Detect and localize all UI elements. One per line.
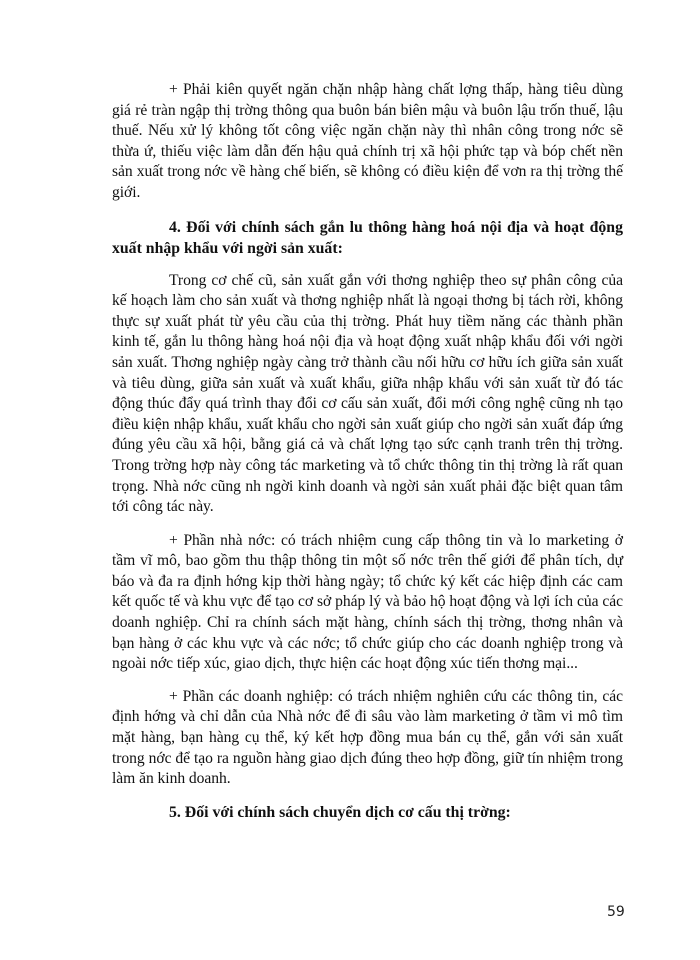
paragraph-trade-production-link: Trong cơ chế cũ, sản xuất gắn với thơng nghiệp theo sự phân công của kế hoạch làm cho sản xuất và thơng nghiệp nhất là ngoại thơng bị tách rời, không thực sự xuất phát từ yêu cầu của thị trờng. Phát huy tiềm năng các thành phần kinh tế, gắn lu thông hàng hoá nội địa và hoạt động xuất nhập khẩu đối với ngời sản xuất. Thơng nghiệp ngày càng trở thành cầu nối hữu cơ hữu ích giữa sản xuất và tiêu dùng, giữa sản xuất và xuất khẩu, giữa nhập khẩu với sản xuất từ đó tác động thúc đẩy quá trình thay đổi cơ cấu sản xuất, đổi mới công nghệ cũng nh tạo điều kiện nhập khẩu, xuất khẩu cho ngời sản xuất giúp cho ngời sản xuất đáp ứng đúng yêu cầu xã hội, bằng giá cả và chất lợng tạo sức cạnh tranh trên thị trờng. Trong trờng hợp này công tác marketing và tổ chức thông tin thị trờng là rất quan trọng. Nhà nớc cũng nh ngời kinh doanh và ngời sản xuất phải đặc biệt quan tâm tới công tác này. (112, 271, 623, 516)
paragraph-business-role: + Phần các doanh nghiệp: có trách nhiệm nghiên cứu các thông tin, các định hớng và chỉ dẫn của Nhà nớc để đi sâu vào làm marketing ở tầm vi mô tìm mặt hàng, bạn hàng cụ thể, ký kết hợp đồng mua bán cụ thể, gắn với sản xuất trong nớc để tạo ra nguồn hàng giao dịch đúng theo hợp đồng, giữ tín nhiệm trong làm ăn kinh doanh. (112, 687, 623, 788)
section-heading-4: 4. Đối với chính sách gắn lu thông hàng hoá nội địa và hoạt động xuất nhập khẩu với ngời sản xuất: (112, 218, 623, 257)
page-number: 59 (607, 904, 625, 920)
document-page (112, 80, 623, 835)
paragraph-import-prevention: + Phải kiên quyết ngăn chặn nhập hàng chất lợng thấp, hàng tiêu dùng giá rẻ tràn ngập thị trờng thông qua buôn bán biên mậu và buôn lậu trốn thuế, lậu thuế. Nếu xử lý không tốt công việc ngăn chặn này thì nhân công trong nớc sẽ thừa ứ, thiếu việc làm dẫn đến hậu quả chính trị xã hội phức tạp và bóp chết nền sản xuất trong nớc về hàng chế biến, sẽ không có điều kiện để vơn ra thị trờng thế giới. (112, 81, 623, 201)
paragraph-state-role: + Phần nhà nớc: có trách nhiệm cung cấp thông tin và lo marketing ở tầm vĩ mô, bao gồm thu thập thông tin một số nớc trên thế giới để phân tích, dự báo và đa ra định hớng kịp thời hàng ngày; tổ chức ký kết các hiệp định các cam kết quốc tế và khu vực để tạo cơ sở pháp lý và bảo hộ hoạt động và lợi ích của các doanh nghiệp. Chỉ ra chính sách mặt hàng, chính sách thị trờng, thơng nhân và bạn hàng ở các khu vực và các nớc; tổ chức giúp cho các doanh nghiệp trong và ngoài nớc tiếp xúc, giao dịch, thực hiện các hoạt động xúc tiến thơng mại... (112, 531, 623, 673)
section-heading-5: 5. Đối với chính sách chuyển dịch cơ cấu thị trờng: (169, 803, 511, 821)
